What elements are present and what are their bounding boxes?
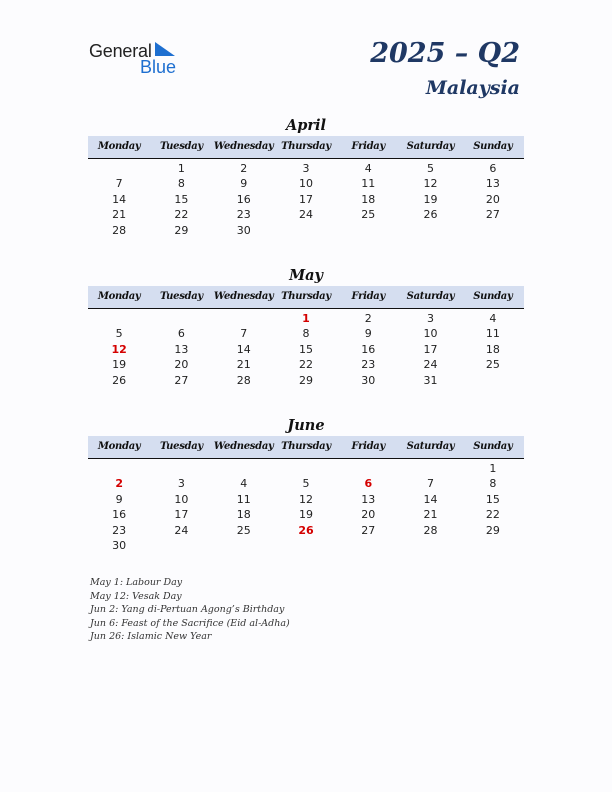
day-cell: 22 xyxy=(298,358,313,372)
week-row xyxy=(88,357,524,372)
holiday-day-cell: 6 xyxy=(364,477,373,491)
day-cell: 16 xyxy=(112,508,127,522)
empty-day-cell xyxy=(88,161,150,176)
day-cell: 24 xyxy=(423,358,438,372)
week-row xyxy=(88,461,524,476)
empty-day-cell xyxy=(462,538,524,553)
weekday-label: Tuesday xyxy=(159,441,203,452)
day-cell: 17 xyxy=(423,342,438,356)
day-cell: 14 xyxy=(236,342,251,356)
day-cell: 14 xyxy=(423,492,438,506)
weekday-label: Monday xyxy=(97,441,141,452)
empty-day-cell xyxy=(275,461,337,476)
empty-day-cell xyxy=(213,461,275,476)
day-cell: 27 xyxy=(361,523,376,537)
holiday-day-cell: 26 xyxy=(298,523,314,537)
logo-flag-icon xyxy=(155,42,177,58)
empty-day-cell xyxy=(88,461,150,476)
day-cell: 18 xyxy=(485,342,500,356)
day-cell: 22 xyxy=(174,208,189,222)
day-cell: 2 xyxy=(240,162,248,175)
day-cell: 11 xyxy=(361,177,376,191)
weekday-label: Monday xyxy=(97,141,141,152)
day-cell: 6 xyxy=(177,327,185,341)
day-cell: 3 xyxy=(427,312,435,325)
month-name: April xyxy=(285,117,327,134)
weekday-label: Sunday xyxy=(473,441,513,452)
logo-text-general: General xyxy=(89,41,152,61)
day-cell: 22 xyxy=(485,508,500,522)
day-cell: 10 xyxy=(174,492,189,506)
day-cell: 10 xyxy=(298,177,313,191)
week-row xyxy=(88,176,524,191)
month-calendar xyxy=(88,416,524,553)
empty-day-cell xyxy=(337,223,399,238)
weekday-label: Sunday xyxy=(473,141,513,152)
day-cell: 16 xyxy=(236,192,251,206)
day-cell: 28 xyxy=(423,523,438,537)
holiday-note: May 12: Vesak Day xyxy=(90,590,182,602)
day-cell: 9 xyxy=(240,177,248,191)
empty-day-cell xyxy=(399,223,461,238)
weekday-label: Wednesday xyxy=(213,441,274,452)
day-cell: 3 xyxy=(177,477,185,491)
week-row xyxy=(88,538,524,553)
day-cell: 10 xyxy=(423,327,438,341)
day-cell: 4 xyxy=(489,312,497,325)
day-cell: 25 xyxy=(361,208,376,222)
day-cell: 26 xyxy=(423,208,438,222)
holiday-day-cell: 1 xyxy=(302,312,310,325)
day-cell: 6 xyxy=(489,162,497,175)
day-cell: 25 xyxy=(485,358,500,372)
day-cell: 29 xyxy=(174,223,189,237)
holiday-notes xyxy=(90,576,290,644)
holiday-note: Jun 6: Feast of the Sacrifice (Eid al-Adha) xyxy=(90,617,290,629)
day-cell: 11 xyxy=(236,492,251,506)
day-cell: 23 xyxy=(236,208,251,222)
day-cell: 8 xyxy=(489,477,497,491)
day-cell: 9 xyxy=(115,492,123,506)
day-cell: 5 xyxy=(115,327,123,341)
weekday-label: Tuesday xyxy=(159,141,203,152)
holiday-note: May 1: Labour Day xyxy=(90,577,183,588)
day-cell: 26 xyxy=(112,373,127,387)
day-cell: 17 xyxy=(298,192,313,206)
day-cell: 28 xyxy=(236,373,251,387)
day-cell: 30 xyxy=(236,223,251,237)
empty-day-cell xyxy=(337,538,399,553)
day-cell: 31 xyxy=(423,373,438,387)
empty-day-cell xyxy=(275,538,337,553)
day-cell: 8 xyxy=(302,327,310,341)
day-cell: 24 xyxy=(298,208,313,222)
country-name: Malaysia xyxy=(425,77,520,99)
weekday-label: Friday xyxy=(351,441,385,452)
week-row xyxy=(88,373,524,388)
day-cell: 24 xyxy=(174,523,189,537)
week-row xyxy=(88,326,524,341)
weekday-label: Saturday xyxy=(406,441,455,452)
empty-day-cell xyxy=(399,538,461,553)
day-cell: 21 xyxy=(423,508,438,522)
week-row xyxy=(88,342,524,357)
empty-day-cell xyxy=(275,223,337,238)
weekday-header xyxy=(88,436,524,459)
week-row xyxy=(88,523,524,538)
day-cell: 27 xyxy=(485,208,500,222)
week-row xyxy=(88,223,524,238)
day-cell: 20 xyxy=(174,358,189,372)
day-cell: 16 xyxy=(361,342,376,356)
empty-day-cell xyxy=(88,311,150,326)
weekday-label: Saturday xyxy=(406,291,455,302)
day-cell: 23 xyxy=(112,523,127,537)
day-cell: 21 xyxy=(112,208,127,222)
weekday-label: Thursday xyxy=(281,291,331,302)
month-calendar xyxy=(88,116,524,238)
month-name: June xyxy=(287,417,325,434)
empty-day-cell xyxy=(462,373,524,388)
day-cell: 29 xyxy=(485,523,500,537)
day-cell: 27 xyxy=(174,373,189,387)
empty-day-cell xyxy=(150,538,212,553)
day-cell: 19 xyxy=(112,358,127,372)
day-cell: 15 xyxy=(174,192,189,206)
weekday-header xyxy=(88,136,524,159)
day-cell: 20 xyxy=(485,192,500,206)
holiday-day-cell: 12 xyxy=(111,342,127,356)
day-cell: 11 xyxy=(485,327,500,341)
page-title-block xyxy=(370,38,520,102)
day-cell: 30 xyxy=(361,373,376,387)
generalblue-logo xyxy=(89,40,189,76)
holiday-note: Jun 2: Yang di-Pertuan Agong’s Birthday xyxy=(90,604,285,616)
weekday-label: Saturday xyxy=(406,141,455,152)
weekday-label: Friday xyxy=(351,291,385,302)
weekday-label: Tuesday xyxy=(159,291,203,302)
day-cell: 7 xyxy=(115,177,123,191)
weekday-label: Wednesday xyxy=(213,291,274,302)
day-cell: 29 xyxy=(298,373,313,387)
day-cell: 7 xyxy=(240,327,248,341)
day-cell: 15 xyxy=(485,492,500,506)
week-row xyxy=(88,192,524,207)
logo-text-blue: Blue xyxy=(140,57,177,77)
weekday-label: Thursday xyxy=(281,141,331,152)
day-cell: 12 xyxy=(423,177,438,191)
day-cell: 19 xyxy=(423,192,438,206)
day-cell: 5 xyxy=(302,477,310,491)
weekday-label: Sunday xyxy=(473,291,513,302)
week-row xyxy=(88,207,524,222)
day-cell: 14 xyxy=(112,192,127,206)
week-row xyxy=(88,161,524,176)
day-cell: 1 xyxy=(177,162,185,175)
day-cell: 19 xyxy=(298,508,313,522)
day-cell: 12 xyxy=(298,492,313,506)
empty-day-cell xyxy=(337,461,399,476)
holiday-note: Jun 26: Islamic New Year xyxy=(90,631,212,643)
month-calendar xyxy=(88,266,524,388)
month-name: May xyxy=(289,267,323,284)
week-row xyxy=(88,492,524,507)
week-row xyxy=(88,476,524,491)
day-cell: 3 xyxy=(302,162,310,175)
weekday-label: Friday xyxy=(351,141,385,152)
day-cell: 23 xyxy=(361,358,376,372)
empty-day-cell xyxy=(462,223,524,238)
empty-day-cell xyxy=(399,461,461,476)
day-cell: 18 xyxy=(236,508,251,522)
day-cell: 13 xyxy=(361,492,376,506)
day-cell: 4 xyxy=(364,162,372,175)
holiday-day-cell: 2 xyxy=(115,477,123,491)
day-cell: 2 xyxy=(364,312,372,325)
weekday-header xyxy=(88,286,524,309)
day-cell: 15 xyxy=(298,342,313,356)
empty-day-cell xyxy=(150,311,212,326)
day-cell: 17 xyxy=(174,508,189,522)
weekday-label: Thursday xyxy=(281,441,331,452)
day-cell: 20 xyxy=(361,508,376,522)
day-cell: 4 xyxy=(240,477,248,491)
week-row xyxy=(88,311,524,326)
day-cell: 30 xyxy=(112,538,127,552)
day-cell: 18 xyxy=(361,192,376,206)
page-title: 2025 – Q2 xyxy=(370,38,520,69)
day-cell: 5 xyxy=(427,162,435,175)
day-cell: 1 xyxy=(489,462,497,475)
empty-day-cell xyxy=(150,461,212,476)
weekday-label: Wednesday xyxy=(213,141,274,152)
week-row xyxy=(88,507,524,522)
day-cell: 13 xyxy=(174,342,189,356)
day-cell: 13 xyxy=(485,177,500,191)
day-cell: 7 xyxy=(427,477,435,491)
day-cell: 21 xyxy=(236,358,251,372)
day-cell: 8 xyxy=(177,177,185,191)
day-cell: 25 xyxy=(236,523,251,537)
day-cell: 9 xyxy=(364,327,372,341)
weekday-label: Monday xyxy=(97,291,141,302)
empty-day-cell xyxy=(213,538,275,553)
day-cell: 28 xyxy=(112,223,127,237)
empty-day-cell xyxy=(213,311,275,326)
